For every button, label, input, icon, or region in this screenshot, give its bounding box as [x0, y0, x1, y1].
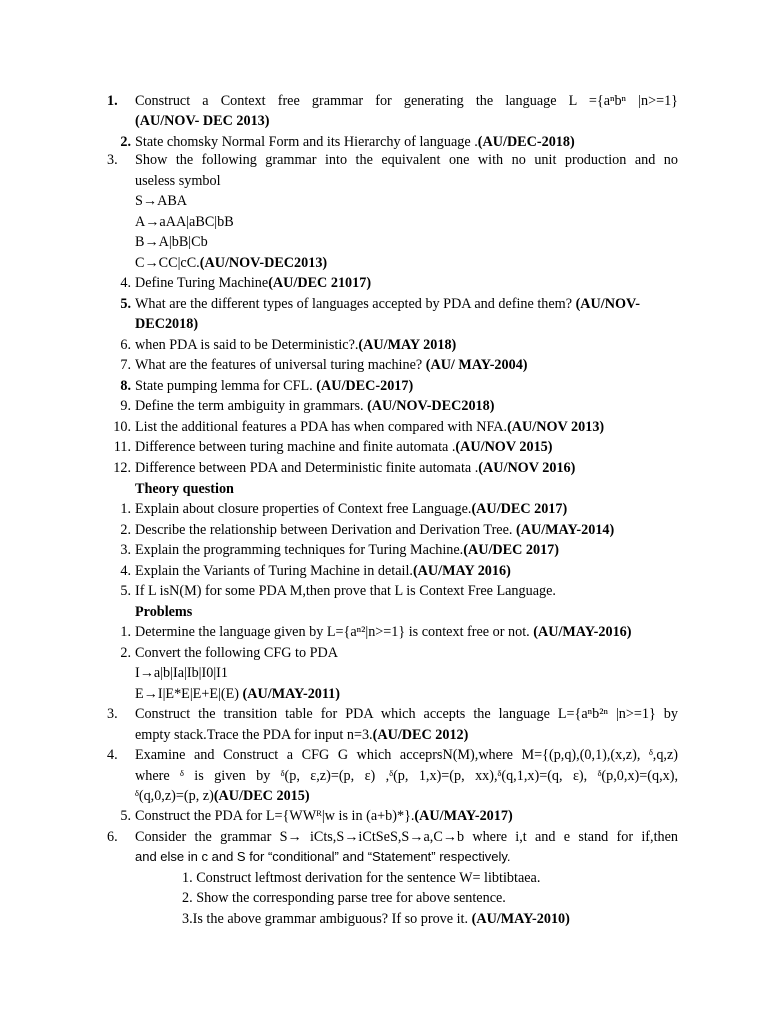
question-text: Determine the language given by L={aⁿ²|n>=1} is context free or not.	[135, 624, 534, 640]
question-text: Consider the grammar S→ iCts,S→iCtSeS,S→a,C→b where i,t and e stand for if,then	[135, 829, 678, 845]
question-7	[120, 355, 678, 376]
question-4	[120, 273, 678, 294]
question-text: C→CC|cC.	[135, 255, 200, 271]
question-number: 11.	[113, 439, 131, 455]
question-text: when PDA is said to be Deterministic?.	[135, 337, 359, 353]
grammar-rule-b	[135, 232, 678, 253]
question-text: Construct a Context free grammar for generating the language L ={aⁿbⁿ |n>=1}	[135, 93, 678, 109]
section-heading-theory: Theory question	[135, 481, 234, 497]
question-ref: (AU/ MAY-2004)	[425, 357, 528, 373]
question-text: Construct the transition table for PDA which accepts the language L={aⁿb²ⁿ |n>=1} by	[135, 706, 678, 722]
grammar-rule-s	[135, 191, 678, 212]
theory-question-1	[120, 499, 678, 520]
problem-6-cont	[135, 847, 678, 868]
question-1	[107, 91, 678, 112]
question-text: What are the features of universal turing machine?	[135, 357, 426, 373]
question-ref: (AU/NOV 2015)	[455, 439, 553, 455]
problem-2-rule-i	[135, 663, 678, 684]
question-ref: (AU/MAY-2016)	[533, 624, 632, 640]
question-text: Show the following grammar into the equivalent one with no unit production and no	[135, 152, 678, 168]
question-text: Difference between turing machine and finite automata .	[135, 439, 456, 455]
question-number: 5.	[120, 808, 131, 824]
question-number: 2.	[120, 645, 131, 661]
question-ref: (AU/NOV-	[575, 296, 640, 312]
question-text: Define Turing Machine	[135, 275, 269, 291]
question-ref: (AU/DEC-2017)	[316, 378, 414, 394]
question-text: Difference between PDA and Deterministic finite automata .	[135, 460, 479, 476]
problem-4-cont-2	[135, 786, 678, 807]
question-number: 12.	[113, 460, 131, 476]
question-text: Explain the Variants of Turing Machine in detail.	[135, 563, 413, 579]
question-text: 2. Show the corresponding parse tree for above sentence.	[182, 890, 506, 906]
problem-2-rule-e	[135, 684, 678, 705]
problem-2	[120, 643, 678, 664]
question-text: Explain the programming techniques for Turing Machine.	[135, 542, 464, 558]
question-5-ref-line	[135, 314, 678, 335]
question-text: State chomsky Normal Form and its Hierarchy of language .	[135, 134, 478, 150]
problem-6-subpart-3	[182, 909, 725, 930]
question-ref: (AU/MAY 2018)	[358, 337, 457, 353]
question-6	[120, 335, 678, 356]
question-text: B→A|bB|Cb	[135, 234, 208, 250]
question-ref: (AU/MAY-2014)	[515, 522, 615, 538]
question-text: State pumping lemma for CFL.	[135, 378, 317, 394]
question-text: Explain about closure properties of Context free Language.	[135, 501, 472, 517]
question-ref: (AU/DEC 2015)	[213, 788, 310, 804]
question-text: I→a|b|Ia|Ib|I0|I1	[135, 665, 228, 681]
question-text: and else in c and S for “conditional” and “Statement” respectively.	[135, 849, 511, 864]
grammar-rule-a	[135, 212, 678, 233]
question-text: S→ABA	[135, 193, 188, 209]
question-text: where ᵟ is given by ᵟ(p, ε,z)=(p, ε) ,ᵟ(p, 1,x)=(p, xx),ᵟ(q,1,x)=(q, ε), ᵟ(p,0,x)=(q,x),	[135, 768, 678, 784]
theory-question-3	[120, 540, 678, 561]
question-ref: (AU/MAY-2017)	[414, 808, 513, 824]
question-number: 8.	[120, 378, 131, 394]
theory-question-4	[120, 561, 678, 582]
question-ref: (AU/NOV-DEC2018)	[367, 398, 495, 414]
question-number: 1.	[107, 93, 118, 109]
question-ref: (AU/DEC-2018)	[477, 134, 575, 150]
question-text: Describe the relationship between Derivation and Derivation Tree.	[135, 522, 516, 538]
problem-6	[107, 827, 678, 848]
question-11	[113, 437, 678, 458]
question-ref: (AU/DEC 2012)	[372, 727, 469, 743]
question-text: E→I|E*E|E+E|(E)	[135, 686, 243, 702]
question-text: useless symbol	[135, 173, 221, 189]
question-number: 3.	[107, 152, 118, 168]
problem-4	[107, 745, 678, 766]
question-text: Examine and Construct a CFG G which acceprsN(M),where M={(p,q),(0,1),(x,z), ᵟ,q,z)	[135, 747, 678, 763]
question-ref: (AU/NOV 2013)	[507, 419, 605, 435]
problem-5	[120, 806, 678, 827]
question-text: ᵟ(q,0,z)=(p, z)	[135, 788, 214, 804]
problem-6-subpart-1	[182, 868, 725, 889]
question-number: 5.	[120, 296, 131, 312]
question-number: 10.	[113, 419, 131, 435]
question-number: 2.	[120, 134, 131, 150]
question-text: A→aAA|aBC|bB	[135, 214, 234, 230]
problem-3-cont	[135, 725, 678, 746]
question-ref: (AU/DEC 2017)	[471, 501, 568, 517]
question-number: 4.	[107, 747, 118, 763]
question-number: 5.	[120, 583, 131, 599]
question-number: 1.	[120, 501, 131, 517]
question-ref: (AU/MAY-2011)	[242, 686, 341, 702]
question-text: Convert the following CFG to PDA	[135, 645, 338, 661]
question-1-ref-line	[135, 111, 678, 132]
question-number: 6.	[120, 337, 131, 353]
question-ref: (AU/DEC 21017)	[268, 275, 372, 291]
question-text: empty stack.Trace the PDA for input n=3.	[135, 727, 373, 743]
question-ref: (AU/MAY 2016)	[412, 563, 511, 579]
question-3-cont	[135, 171, 678, 192]
question-number: 3.	[120, 542, 131, 558]
problem-6-subpart-2	[182, 888, 725, 909]
question-number: 1.	[120, 624, 131, 640]
question-ref: (AU/NOV- DEC 2013)	[135, 113, 270, 129]
problem-1	[120, 622, 678, 643]
question-3	[107, 150, 678, 171]
question-5	[120, 294, 678, 315]
question-ref: (AU/NOV-DEC2013)	[199, 255, 328, 271]
question-ref: (AU/MAY-2010)	[471, 911, 570, 927]
question-number: 7.	[120, 357, 131, 373]
theory-question-2	[120, 520, 678, 541]
question-text: Define the term ambiguity in grammars.	[135, 398, 368, 414]
question-text: Construct the PDA for L={WWᴿ|w is in (a+b)*}.	[135, 808, 415, 824]
section-heading-problems: Problems	[135, 604, 193, 620]
question-9	[120, 396, 678, 417]
question-text: What are the different types of languages accepted by PDA and define them?	[135, 296, 576, 312]
question-10	[113, 417, 678, 438]
question-text: If L isN(M) for some PDA M,then prove that L is Context Free Language.	[135, 583, 556, 599]
grammar-rule-c	[135, 253, 678, 274]
question-number: 3.	[107, 706, 118, 722]
question-ref: DEC2018)	[135, 316, 199, 332]
question-ref: (AU/DEC 2017)	[463, 542, 559, 558]
question-text: 3.Is the above grammar ambiguous? If so prove it.	[182, 911, 472, 927]
problem-3	[107, 704, 678, 725]
question-number: 4.	[120, 275, 131, 291]
question-text: 1. Construct leftmost derivation for the sentence W= libtibtaea.	[182, 870, 541, 886]
question-number: 9.	[120, 398, 131, 414]
question-8	[120, 376, 678, 397]
question-text: List the additional features a PDA has when compared with NFA.	[135, 419, 508, 435]
question-12	[113, 458, 678, 479]
problem-4-cont	[135, 766, 678, 787]
question-number: 2.	[120, 522, 131, 538]
question-ref: (AU/NOV 2016)	[478, 460, 576, 476]
theory-question-5	[120, 581, 678, 602]
question-number: 4.	[120, 563, 131, 579]
question-number: 6.	[107, 829, 118, 845]
